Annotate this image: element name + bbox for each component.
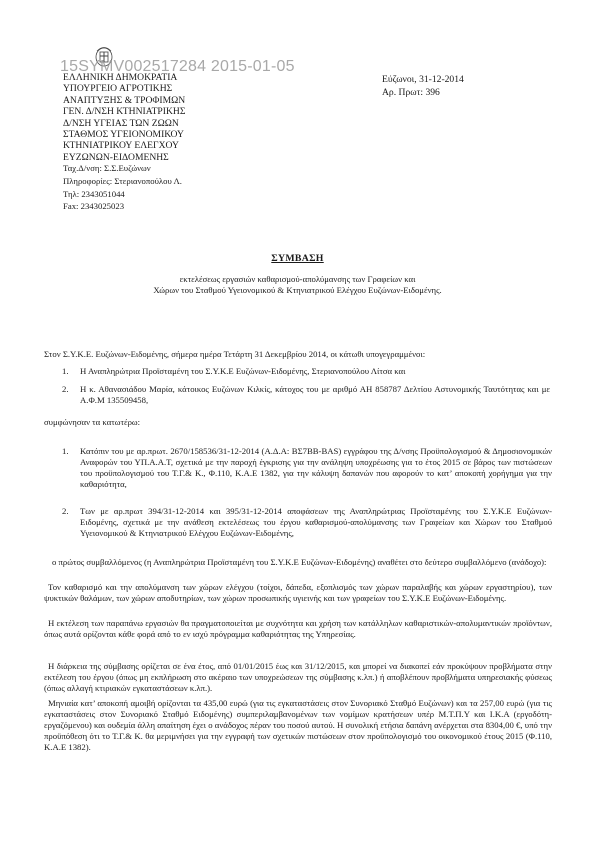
org-line: ΕΥΖΩΝΩΝ-ΕΙΔΟΜΕΝΗΣ (63, 151, 169, 163)
body-paragraph: Η διάρκεια της σύμβασης ορίζεται σε ένα έτος, από 01/01/2015 έως και 31/12/2015, και μπορεί να διακοπεί εάν προκύψουν προβλήματα στην εκτέλεση του έργου (όπως μη εκπλήρωση στο ακέραιο των υποχρεώσεων της σύμβασης κ.λπ.) ή αποβλέπουν προβλήματα υπηρεσιακής φύσεως (όπως αλλαγή κτιριακών εγκαταστάσεων κ.λπ.). (44, 661, 552, 693)
body-paragraph: Τον καθαρισμό και την απολύμανση των χώρων ελέγχου (τοίχοι, δάπεδα, εξοπλισμός των χώρων παραλαβής και χώρων εργαστηρίου), των ψυκτικών θαλάμων, των χώρων αποδυτηρίων, των χώρων προσωπικής υγιεινής και των γραφείων του Σ.Υ.Κ.Ε Ευζώνων-Ειδομένης. (44, 582, 552, 603)
address-line: Ταχ.Δ/νση: Σ.Σ.Ευζώνων (63, 163, 151, 174)
term-item: Κατόπιν του με αρ.πρωτ. 2670/158536/31-12-2014 (Α.Δ.Α: ΒΣ7ΒΒ-ΒΑS) εγγράφου της Δ/νσης Προϋπολογισμού & Δημοσιονομικών Αναφορών του ΥΠ.Α.Α.Τ, σχετικά με την παροχή έγκρισης για την ανάληψη υποχρέωσης για το έτος 2015 σε βάρος των πιστώσεων του προϋπολογισμού του Τ.Γ.& Κ., Φ.110, Κ.Α.Ε 1382, για την κάλυψη δαπανών που αφορούν το κατ’ αποκοπή χορήγημα για την καθαριότητα, (80, 446, 552, 489)
subtitle-line: εκτελέσεως εργασιών καθαρισμού-απολύμανσης των Γραφείων και (179, 274, 416, 284)
party-number: 2. (62, 384, 69, 394)
contact-person-line: Πληροφορίες: Στεριανοπούλου Λ. (63, 176, 182, 187)
body-paragraph: ο πρώτος συμβαλλόμενος (η Αναπληρώτρια Προϊσταμένη του Σ.Υ.Κ.Ε Ευζώνων-Ειδομένης) αναθέτει στο δεύτερο συμβαλλόμενο (ανάδοχο): (52, 557, 547, 567)
place-date: Εύζωνοι, 31-12-2014 (382, 74, 464, 85)
org-line: ΓΕΝ. Δ/ΝΣΗ ΚΤΗΝΙΑΤΡΙΚΗΣ (63, 106, 186, 118)
org-line: ΕΛΛΗΝΙΚΗ ΔΗΜΟΚΡΑΤΙΑ (63, 72, 178, 83)
intro-paragraph: Στον Σ.Υ.Κ.Ε. Ευζώνων-Ειδομένης, σήμερα ημέρα Τετάρτη 31 Δεκεμβρίου 2014, οι κάτωθι υπογεγραμμένοι: (44, 349, 426, 359)
body-paragraph: Η εκτέλεση των παραπάνω εργασιών θα πραγματοποιείται με συχνότητα και χρήση των κατάλληλων καθαριστικών-απολυμαντικών προϊόντων, όπως αυτά ορίζονται κάθε φορά από το εν ισχύ πρόγραμμα καθαριότητας της Υπηρεσίας. (44, 618, 552, 639)
term-item: Των με αρ.πρωτ 394/31-12-2014 και 395/31-12-2014 αποφάσεων της Αναπληρώτριας Προϊσταμένης του Σ.Υ.Κ.Ε Ευζώνων-Ειδομένης, σχετικά με την ανάθεση εκτελέσεως του έργου καθαρισμού-απολύμανσης των Γραφείων και Χώρων του Σταθμού Υγειονομικού & Κτηνιατρικού Ελέγχου Ευζώνων-Ειδομένης, (80, 506, 552, 538)
term-number: 2. (62, 506, 69, 516)
document-title: ΣΥΜΒΑΣΗ (271, 253, 324, 264)
org-line: ΑΝΑΠΤΥΞΗΣ & ΤΡΟΦΙΜΩΝ (63, 94, 186, 106)
protocol-number: Αρ. Πρωτ: 396 (382, 87, 440, 98)
document-subtitle (70, 274, 525, 296)
org-line: Δ/ΝΣΗ ΥΓΕΙΑΣ ΤΩΝ ΖΩΩΝ (63, 117, 179, 129)
fax-line: Fax: 2343025023 (63, 201, 125, 212)
org-line: ΣΤΑΘΜΟΣ ΥΓΕΙΟΝΟΜΙΚΟΥ (63, 129, 184, 141)
phone-line: Τηλ: 2343051044 (63, 189, 125, 200)
agreed-line: συμφώνησαν τα κατωτέρω: (44, 417, 141, 427)
subtitle-line: Χώρων του Σταθμού Υγειονομικού & Κτηνιατρικού Ελέγχου Ευζώνων-Ειδομένης. (153, 285, 442, 295)
organization-header (63, 72, 185, 212)
org-line: ΚΤΗΝΙΑΤΡΙΚΟΥ ΕΛΕΓΧΟΥ (63, 140, 179, 152)
party-number: 1. (62, 366, 69, 376)
document-id-stamp: 15SYMV002517284 2015-01-05 (60, 58, 295, 75)
org-line: ΥΠΟΥΡΓΕΙΟ ΑΓΡΟΤΙΚΗΣ (63, 83, 173, 95)
term-number: 1. (62, 446, 69, 456)
body-paragraph: Μηνιαία κατ’ αποκοπή αμοιβή ορίζονται τα 435,00 ευρώ (για τις εγκαταστάσεις στον Συνοριακό Σταθμό Ευζώνων) και τα 257,00 ευρώ (για τις εγκαταστάσεις στον Συνοριακό Σταθμό Ειδομένης) συμπεριλαμβανομένων των νομίμων κρατήσεων υπέρ Μ.Τ.Π.Υ και Ι.Κ.Α (εργοδότη-εργαζόμενου) και ουδεμία άλλη απαίτηση έχει ο ανάδοχος πέραν του ποσού αυτού. Η συνολική ετήσια δαπάνη ανέρχεται στα 8304,00 €, υπό την προϋπόθεση ότι το Τ.Γ.& Κ. θα μεριμνήσει για την εγγραφή των σχετικών πιστώσεων στον προϋπολογισμό του οικονομικού έτους 2015 (Φ.110, Κ.Α.Ε 1382). (44, 698, 552, 752)
party-item: Η κ. Αθανασιάδου Μαρία, κάτοικος Ευζώνων Κιλκίς, κάτοχος του με αριθμό ΑΗ 858787 Δελτίου Αστυνομικής Ταυτότητας και με Α.Φ.Μ 135509458, (80, 384, 550, 405)
party-item: Η Αναπληρώτρια Προϊσταμένη του Σ.Υ.Κ.Ε Ευζώνων-Ειδομένης, Στεριανοπούλου Λίτσα και (80, 366, 406, 376)
